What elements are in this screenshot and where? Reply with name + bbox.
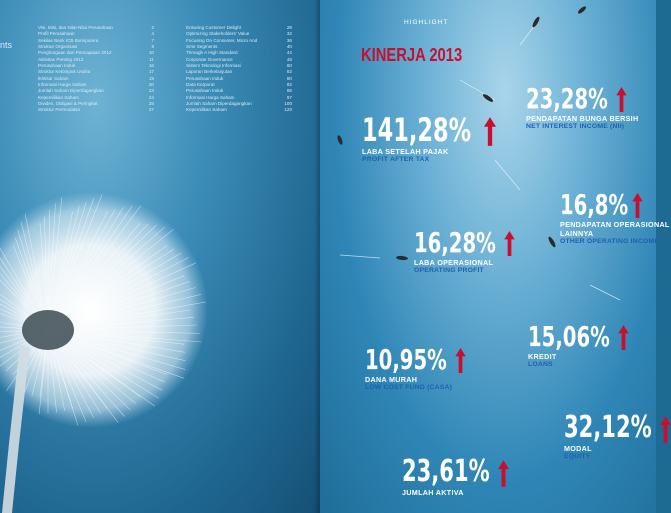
toc-entry-page: 62 — [286, 69, 292, 75]
toc-entry-page: 86 — [286, 88, 292, 94]
up-arrow-icon — [504, 231, 515, 256]
metric-laba-bersih — [362, 113, 496, 163]
toc-entry-page: 27 — [148, 107, 154, 113]
up-arrow-icon — [660, 416, 671, 443]
toc-entry-page: 25 — [148, 101, 154, 107]
toc-entry-title: Struktur Kelompok Usaha — [38, 69, 91, 75]
metric-sublabel: OTHER OPERATING INCOME — [560, 238, 660, 245]
toc-entry-title: Informasi Harga Saham — [38, 82, 87, 88]
toc-entry-title: Kepemilikan Saham — [38, 94, 79, 100]
metric-label: DANA MURAH — [365, 375, 418, 384]
metric-value: 23,61% — [402, 454, 490, 489]
metric-sublabel: PROFIT AFTER TAX — [362, 156, 430, 163]
metric-laba-operasional — [414, 228, 515, 274]
section-label: HIGHLIGHT — [404, 19, 449, 26]
toc-entry-title: Data Korporat — [186, 82, 215, 88]
metric-value: 15,06% — [528, 320, 610, 353]
toc-entry-page: 11 — [149, 56, 154, 62]
metric-label: PENDAPATAN OPERASIONAL — [560, 220, 670, 229]
metric-modal — [564, 412, 671, 460]
metric-label: KREDIT — [528, 352, 557, 361]
up-arrow-icon — [616, 87, 627, 112]
toc-entry-page: 82 — [286, 82, 292, 88]
toc-entry-page: 32 — [286, 31, 292, 37]
metric-sublabel: EQUITY — [564, 453, 591, 460]
toc-entry-page: 28 — [286, 25, 292, 30]
toc-entry-title: Laporan Berkelanjutan — [186, 69, 233, 75]
up-arrow-icon — [484, 117, 496, 146]
toc-entry-page: 20 — [148, 82, 154, 88]
metric-sublabel: NET INTEREST INCOME (NII) — [526, 123, 625, 130]
metric-aktiva — [402, 456, 509, 497]
right-page — [320, 0, 670, 513]
toc-entry-page: 100 — [284, 101, 292, 107]
toc-entry-title: Perusahaan Induk — [186, 75, 224, 81]
toc-entry-page: 16 — [148, 63, 154, 69]
metric-label: PENDAPATAN BUNGA BERSIH — [526, 114, 639, 123]
toc-entry-page: 36 — [286, 37, 292, 43]
toc-entry-page: 7 — [151, 37, 154, 43]
toc-entry[interactable] — [38, 107, 154, 113]
toc-entry-title: Sistem Teknologi Informasi — [186, 63, 241, 69]
toc-entry-page: 19 — [148, 75, 154, 81]
toc-entry[interactable] — [186, 107, 292, 113]
toc-entry-title: Jumlah Saham Diperdagangkan — [38, 88, 104, 94]
toc-entry-title: Visi, Misi, dan Nilai-Nilai Perusahaan — [38, 25, 113, 30]
metric-sublabel: LOANS — [528, 361, 553, 368]
toc-entry-title: Struktur Organisasi — [38, 44, 78, 50]
toc-entry-page: 80 — [286, 75, 292, 81]
metric-nii — [526, 84, 638, 130]
toc-entry-title: Ensuring Customer Delight — [186, 25, 241, 30]
toc-entry-page: 97 — [286, 94, 292, 100]
toc-entry-title: Ikhtisar Saham — [38, 75, 69, 81]
toc-entry-title: Jumlah Saham Diperdagangkan — [186, 101, 252, 107]
toc-entry-page: 24 — [148, 94, 154, 100]
toc-entry-page: 40 — [286, 44, 292, 50]
toc-entry-title: Perusahaan Induk — [38, 63, 76, 69]
metric-value: 141,28% — [362, 111, 472, 149]
toc-entry-title: Dividen, Obligasi & Peringkat — [38, 101, 98, 107]
toc-entry-title: Informasi Harga Saham — [186, 94, 235, 100]
metric-label: MODAL — [564, 444, 592, 453]
metric-dana-murah — [365, 345, 466, 391]
side-word: nts — [0, 40, 13, 50]
metric-sublabel: OPERATING PROFIT — [414, 267, 484, 274]
toc-entry-title: Penghargaan dan Pencapaian 2012 — [38, 50, 112, 56]
metric-value: 32,12% — [564, 410, 652, 445]
toc-entry-title: Sme Segments — [186, 44, 218, 50]
table-of-contents-col2 — [186, 25, 292, 114]
toc-entry-title: Struktur Permodalan — [38, 107, 81, 113]
toc-entry-title: Profil Perusahaan — [38, 31, 75, 37]
metric-sublabel: LOW COST FUND (CASA) — [365, 384, 453, 391]
up-arrow-icon — [632, 193, 643, 218]
toc-entry-page: 23 — [148, 88, 154, 94]
metric-value: 16,28% — [414, 226, 496, 259]
metric-label: LABA SETELAH PAJAK — [362, 147, 449, 156]
metric-label: LABA OPERASIONAL — [414, 258, 494, 267]
toc-entry-page: 120 — [284, 107, 292, 113]
toc-entry-page: 4 — [151, 31, 154, 37]
toc-entry-page: 10 — [148, 50, 154, 56]
toc-entry-page: 48 — [286, 56, 292, 62]
metric-value: 10,95% — [365, 343, 447, 376]
toc-entry-title: Perusahaan Induk — [186, 88, 224, 94]
up-arrow-icon — [618, 325, 629, 350]
metric-value: 23,28% — [526, 82, 608, 115]
toc-entry-title: Sekilas Bank ICB Bumiputera — [38, 37, 99, 43]
toc-entry-title: Optimizing Stakeholders' Value — [186, 31, 250, 37]
table-of-contents-col1 — [38, 25, 154, 114]
metric-pendapatan-lain — [560, 190, 670, 245]
up-arrow-icon — [498, 460, 509, 487]
left-page — [0, 0, 320, 513]
metric-label: JUMLAH AKTIVA — [402, 488, 464, 497]
toc-entry-page: 17 — [148, 69, 154, 75]
dandelion-illustration — [0, 180, 330, 513]
toc-entry-page: 60 — [286, 63, 292, 69]
toc-entry-page: 8 — [151, 44, 154, 50]
up-arrow-icon — [455, 348, 466, 373]
toc-entry-title: Through A High Standard — [186, 50, 238, 56]
toc-entry-title: Focusing On Consumer, Micro And — [186, 37, 258, 43]
toc-entry-title: Aktivitas Penting 2012 — [38, 56, 84, 62]
toc-entry-page: 44 — [286, 50, 292, 56]
metric-value: 16,8% — [560, 188, 629, 221]
metric-kredit — [528, 322, 629, 368]
page-title: KINERJA 2013 — [361, 45, 463, 65]
metric-label-line2: LAINNYA — [560, 229, 594, 238]
toc-entry-title: Kepemilikan Saham — [186, 107, 227, 113]
toc-entry-page: 2 — [151, 25, 154, 30]
toc-entry-title: Corporate Governance — [186, 56, 233, 62]
